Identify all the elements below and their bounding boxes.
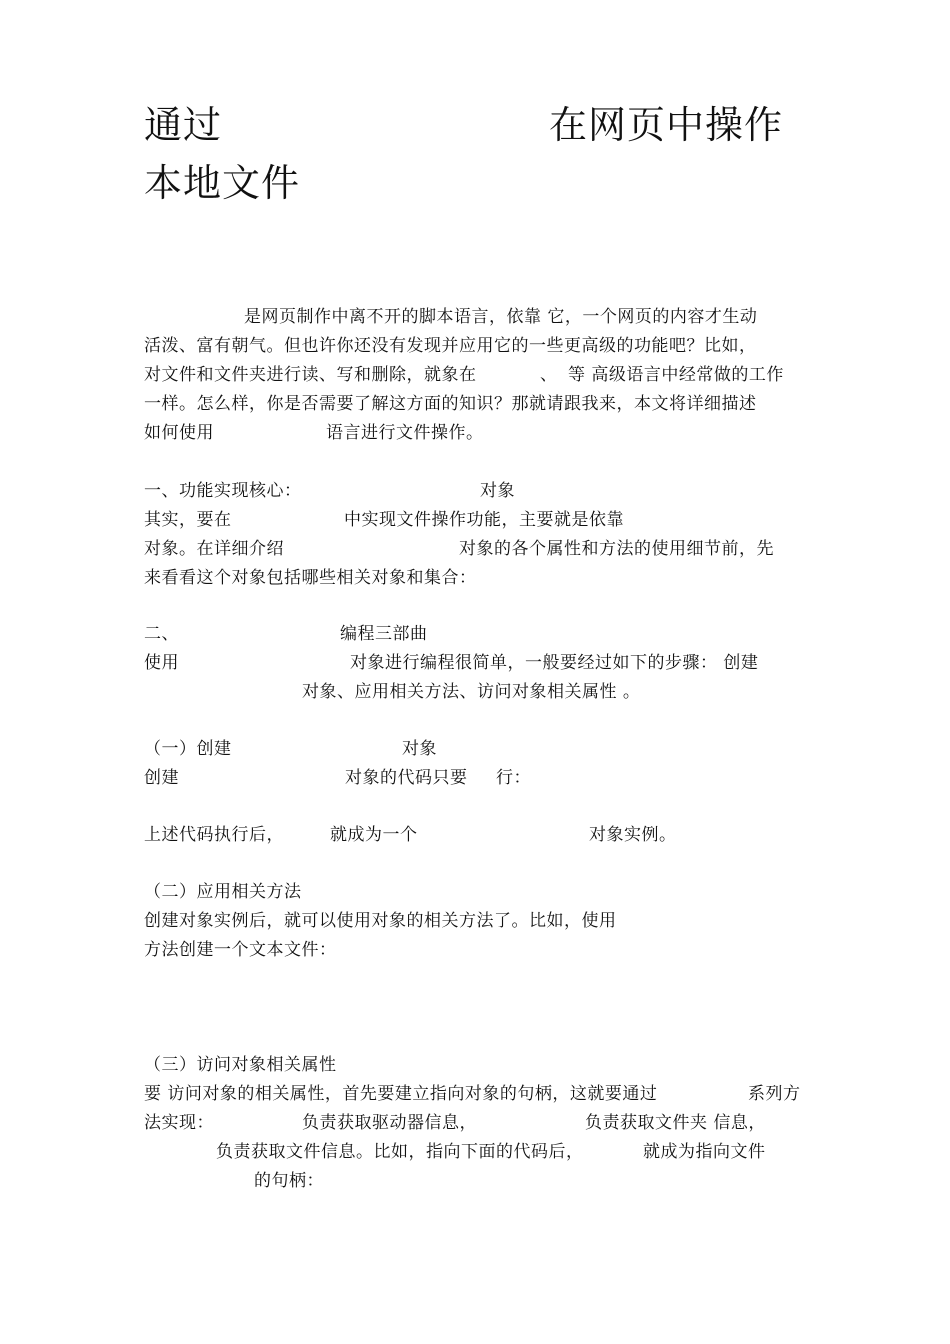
section1-heading-tail: 对象 [480,481,515,501]
step1-para-2b: 就成为一个 [330,825,418,845]
intro-line-3: 对文件和文件夹进行读、写和删除，就象在 [144,365,477,385]
step3-heading: （三）访问对象相关属性 [144,1055,337,1075]
step3-para-1a: 要 访问对象的相关属性，首先要建立指向对象的句柄，这就要通过 [144,1084,658,1104]
intro-line-5: 如何使用 [144,423,214,443]
step1-para-2a: 上述代码执行后， [144,825,284,845]
section1-para-2b: 对象的各个属性和方法的使用细节前，先 [459,539,774,559]
section2-para-2: 对象、应用相关方法、访问对象相关属性 。 [302,682,641,702]
step3-para-3b: 就成为指向文件 [643,1142,766,1162]
step3-para-2b: 负责获取驱动器信息， [302,1113,477,1133]
section1-heading: 一、功能实现核心： [144,481,302,501]
step3-para-2a: 法实现： [144,1113,214,1133]
section2-para-1b: 对象进行编程很简单，一般要经过如下的步骤： 创建 [350,653,759,673]
step1-heading-tail: 对象 [402,739,437,759]
step3-para-4: 的句柄： [254,1171,324,1191]
step1-para-1a: 创建 [144,768,179,788]
intro-line-3-sep: 、 [540,365,558,385]
step3-para-3a: 负责获取文件信息。比如，指向下面的代码后， [216,1142,584,1162]
intro-line-3-tail: 等 高级语言中经常做的工作 [568,365,784,385]
title-line1-right: 在网页中操作 [549,103,784,147]
step3-para-2c: 负责获取文件夹 信息， [585,1113,766,1133]
step3-para-1b: 系列方 [748,1084,801,1104]
step1-para-1c: 行： [496,768,531,788]
title-line1-left: 通过 [144,103,223,147]
step2-heading: （二）应用相关方法 [144,882,302,902]
intro-line-5-tail: 语言进行文件操作。 [326,423,484,443]
step1-heading: （一）创建 [144,739,232,759]
section2-heading-tail: 编程三部曲 [340,624,428,644]
step2-para-2: 方法创建一个文本文件： [144,940,337,960]
section2-para-1a: 使用 [144,653,179,673]
section2-heading: 二、 [144,624,179,644]
step2-para-1: 创建对象实例后，就可以使用对象的相关方法了。比如，使用 [144,911,617,931]
intro-line-1: 是网页制作中离不开的脚本语言，依靠 它，一个网页的内容才生动 [244,307,758,327]
intro-line-4: 一样。怎么样，你是否需要了解这方面的知识？那就请跟我来，本文将详细描述 [144,394,757,414]
step1-para-1b: 对象的代码只要 [345,768,468,788]
step1-para-2c: 对象实例。 [589,825,677,845]
title-line2: 本地文件 [144,161,301,205]
section1-para-3: 来看看这个对象包括哪些相关对象和集合： [144,568,477,588]
section1-para-1a: 其实，要在 [144,510,232,530]
section1-para-2a: 对象。在详细介绍 [144,539,284,559]
intro-line-2: 活泼、富有朝气。但也许你还没有发现并应用它的一些更高级的功能吧？比如， [144,336,757,356]
section1-para-1b: 中实现文件操作功能，主要就是依靠 [344,510,624,530]
